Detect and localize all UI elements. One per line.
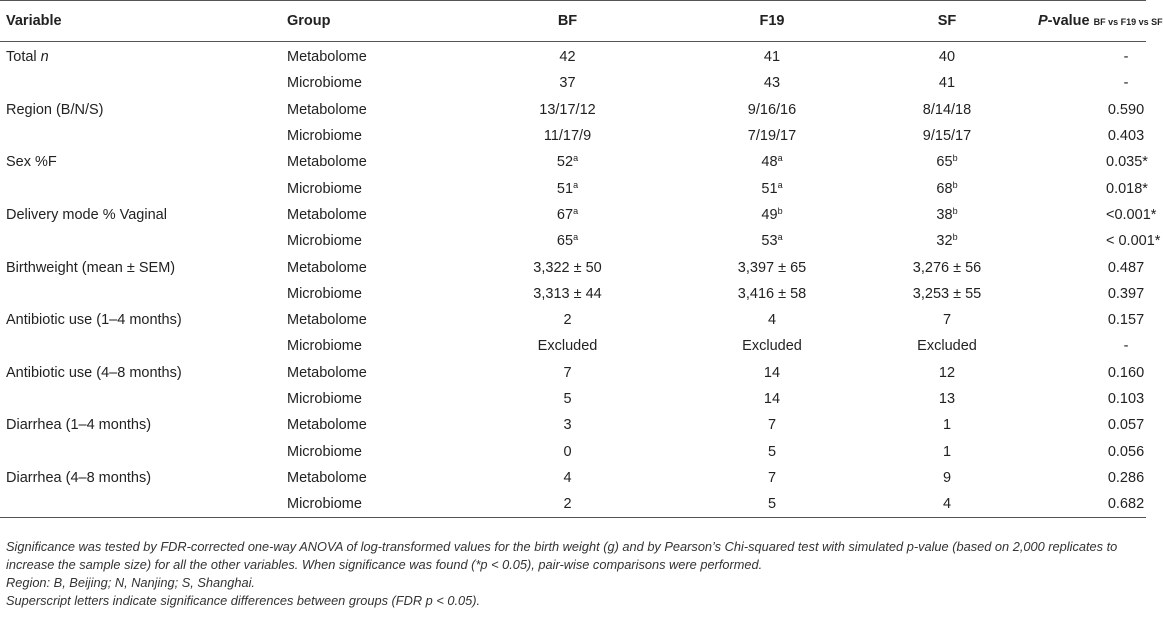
cell-sf-superscript: b: [952, 205, 958, 216]
cell-pvalue-text: 0.590: [1107, 101, 1145, 118]
cell-f19-text: 7: [767, 469, 777, 486]
header-bf: BF: [447, 1, 688, 42]
cell-variable-italic: n: [40, 49, 49, 66]
cell-bf: [447, 438, 688, 464]
cell-sf-text: 9/15/17: [922, 128, 972, 145]
cell-group: [281, 360, 447, 386]
cell-group: [281, 465, 447, 491]
cell-group: [281, 42, 447, 71]
cell-bf-text: 3,322 ± 50: [533, 259, 602, 276]
cell-variable: [0, 307, 281, 333]
cell-f19-text: 5: [767, 443, 777, 460]
cell-sf: [856, 202, 1038, 228]
table-row: [0, 386, 1146, 412]
cell-sf-text: 12: [938, 364, 956, 381]
cell-sf-text: 68: [936, 180, 953, 197]
cell-group-text: Microbiome: [287, 180, 362, 197]
cell-f19-text: 43: [763, 75, 781, 92]
cell-variable-text: Antibiotic use (1–4 months): [6, 312, 182, 329]
cell-variable: [0, 228, 281, 254]
table-row: [0, 491, 1146, 518]
table-footnotes: [6, 538, 1136, 610]
cell-sf: [856, 97, 1038, 123]
cell-f19-text: 7: [767, 417, 777, 434]
cell-pvalue-text: 0.056: [1107, 443, 1145, 460]
cell-sf-text: 7: [942, 312, 952, 329]
cell-sf-text: 65: [936, 154, 953, 171]
cell-bf-text: 11/17/9: [543, 128, 592, 145]
cell-group: [281, 97, 447, 123]
cell-variable-text: Delivery mode % Vaginal: [6, 206, 167, 223]
cell-sf: [856, 254, 1038, 280]
cell-bf-text: 51: [556, 180, 574, 197]
cell-bf: [447, 175, 688, 201]
cell-bf-superscript: a: [573, 179, 579, 190]
cell-f19: [688, 202, 856, 228]
cell-sf: [856, 42, 1038, 71]
cell-sf: [856, 228, 1038, 254]
cell-sf: [856, 123, 1038, 149]
cell-variable: [0, 333, 281, 359]
header-group: Group: [281, 1, 447, 42]
cell-sf: [856, 175, 1038, 201]
cell-sf: [856, 333, 1038, 359]
cell-bf-text: Excluded: [537, 338, 598, 355]
cell-bf-text: 67: [556, 206, 574, 223]
cell-group-text: Microbiome: [287, 338, 362, 355]
cell-sf: [856, 465, 1038, 491]
table-row: [0, 149, 1146, 175]
cell-pvalue: [1038, 412, 1146, 438]
table-body: [0, 42, 1161, 518]
cell-sf-text: 3,276 ± 56: [912, 259, 982, 276]
cell-pvalue-text: 0.397: [1107, 285, 1145, 302]
header-pvalue: [1038, 1, 1163, 42]
cell-group-text: Microbiome: [287, 75, 362, 92]
cell-pvalue: [1038, 491, 1146, 518]
table-row: [0, 175, 1146, 201]
cell-group: [281, 333, 447, 359]
cell-sf-text: Excluded: [917, 338, 977, 355]
cell-f19: [688, 465, 856, 491]
header-row: [0, 1, 1146, 42]
cell-bf-superscript: a: [573, 153, 579, 164]
cell-f19-superscript: a: [777, 232, 783, 243]
cell-bf-text: 7: [563, 364, 572, 381]
cell-bf: [447, 97, 688, 123]
header-pvalue-subscript: BF vs F19 vs SF: [1093, 17, 1163, 27]
cell-sf-text: 1: [942, 417, 952, 434]
cell-f19: [688, 228, 856, 254]
cell-bf-text: 5: [563, 391, 572, 407]
cell-bf: [447, 386, 688, 412]
cell-variable: [0, 70, 281, 96]
cell-variable-text: Region (B/N/S): [6, 101, 104, 118]
cell-pvalue: [1038, 386, 1146, 412]
cell-bf: [447, 254, 688, 280]
cell-f19-text: 14: [763, 364, 781, 381]
cell-pvalue-text: -: [1123, 49, 1129, 66]
header-f19: F19: [688, 1, 856, 42]
cell-sf: [856, 412, 1038, 438]
cell-variable: [0, 42, 281, 71]
cell-sf: [856, 70, 1038, 96]
cell-sf: [856, 386, 1038, 412]
cell-variable: [0, 438, 281, 464]
table-row: [0, 123, 1146, 149]
cell-pvalue-text: 0.057: [1107, 417, 1145, 434]
table-row: [0, 333, 1146, 359]
cell-variable: [0, 175, 281, 201]
cell-sf: [856, 307, 1038, 333]
cell-group-text: Metabolome: [287, 154, 367, 171]
cell-f19-text: Excluded: [742, 338, 802, 355]
table-row: [0, 307, 1146, 333]
footnote-region: Region: B, Beijing; N, Nanjing; S, Shanghai.: [6, 575, 255, 590]
header-pvalue-text: -value: [1047, 13, 1090, 29]
cell-f19: [688, 307, 856, 333]
cell-bf: [447, 333, 688, 359]
cell-sf-text: 1: [942, 443, 952, 460]
footnote-superscript: Superscript letters indicate significance differences between groups (FDR p < 0.05).: [6, 593, 481, 608]
cell-group-text: Microbiome: [287, 391, 362, 407]
cell-pvalue: [1038, 202, 1157, 228]
cell-variable: [0, 202, 281, 228]
cell-f19-text: 5: [767, 496, 777, 513]
cell-pvalue: [1038, 228, 1161, 254]
cell-sf-text: 38: [936, 206, 953, 223]
cell-f19-text: 51: [761, 180, 778, 197]
cell-bf: [447, 228, 688, 254]
cell-group-text: Microbiome: [287, 443, 362, 460]
cell-pvalue-text: 0.160: [1107, 364, 1145, 381]
cell-pvalue-text: 0.103: [1107, 391, 1145, 407]
cell-pvalue-text: 0.487: [1107, 259, 1145, 276]
cell-f19: [688, 149, 856, 175]
cell-pvalue: [1038, 360, 1146, 386]
cell-sf-text: 9: [942, 469, 952, 486]
cell-group-text: Metabolome: [287, 206, 367, 223]
cell-variable-text: Birthweight (mean ± SEM): [6, 259, 176, 276]
cell-f19: [688, 123, 856, 149]
cell-variable: [0, 465, 281, 491]
cell-sf-text: 4: [942, 496, 952, 513]
cell-f19-superscript: b: [777, 205, 783, 216]
cell-bf: [447, 281, 688, 307]
cell-pvalue: [1038, 333, 1146, 359]
cell-sf-text: 41: [938, 75, 956, 92]
cell-group-text: Metabolome: [287, 101, 367, 118]
cell-sf-text: 13: [938, 391, 956, 407]
cell-group-text: Metabolome: [287, 312, 367, 329]
cell-bf-text: 3: [563, 417, 572, 434]
cell-pvalue-text: 0.035*: [1106, 154, 1148, 171]
cell-bf: [447, 412, 688, 438]
cell-f19: [688, 412, 856, 438]
cell-bf: [447, 465, 688, 491]
cell-sf: [856, 149, 1038, 175]
cell-variable: [0, 97, 281, 123]
cell-f19-text: 7/19/17: [747, 128, 797, 145]
cell-pvalue: [1038, 42, 1146, 71]
cell-f19-text: 3,397 ± 65: [737, 259, 807, 276]
footnote-significance: Significance was tested by FDR-corrected one-way ANOVA of log-transformed values for the birth weight (g) and by Pearson’s Chi-squared test with simulated p-value (based on 2,000 replicates to increase the sample size) for all the other variables. When significance was found (*p < 0.05), pair-wise comparisons were performed.: [6, 539, 1118, 572]
cell-sf: [856, 360, 1038, 386]
cell-group-text: Metabolome: [287, 417, 367, 434]
cell-group-text: Microbiome: [287, 128, 362, 145]
cell-pvalue-text: -: [1123, 338, 1129, 355]
cell-pvalue-text: <0.001*: [1106, 206, 1157, 223]
cell-bf-text: 2: [563, 496, 572, 513]
header-variable: Variable: [0, 1, 281, 42]
cell-variable-text: Diarrhea (1–4 months): [6, 417, 152, 434]
cell-f19: [688, 254, 856, 280]
cell-sf-text: 3,253 ± 55: [912, 285, 982, 302]
cell-bf-text: 2: [563, 312, 572, 329]
cell-f19: [688, 70, 856, 96]
cell-sf-text: 8/14/18: [922, 101, 972, 118]
cell-variable: [0, 412, 281, 438]
cell-f19-text: 9/16/16: [747, 101, 797, 118]
cell-f19-superscript: a: [777, 153, 783, 164]
cell-bf: [447, 307, 688, 333]
cell-sf-superscript: b: [952, 179, 958, 190]
cell-variable-text: Antibiotic use (4–8 months): [6, 364, 182, 381]
table-row: [0, 228, 1146, 254]
cell-bf: [447, 491, 688, 518]
cell-group-text: Metabolome: [287, 364, 367, 381]
header-pvalue-p: P: [1038, 13, 1048, 29]
cell-pvalue-text: 0.403: [1107, 128, 1145, 145]
cell-pvalue: [1038, 123, 1146, 149]
cell-variable-text: Total: [6, 49, 41, 66]
cell-pvalue: [1038, 149, 1146, 175]
cell-bf-text: 4: [563, 469, 572, 486]
cell-group: [281, 412, 447, 438]
cell-variable: [0, 149, 281, 175]
cell-group: [281, 281, 447, 307]
cell-group: [281, 175, 447, 201]
cell-f19-text: 53: [761, 233, 778, 250]
cell-pvalue-text: 0.018*: [1106, 180, 1148, 197]
cell-variable: [0, 491, 281, 518]
cell-group: [281, 438, 447, 464]
cell-sf-text: 32: [936, 233, 953, 250]
cell-group: [281, 70, 447, 96]
cell-bf: [447, 42, 688, 71]
cell-variable: [0, 254, 281, 280]
cell-variable: [0, 360, 281, 386]
cell-group: [281, 254, 447, 280]
cell-sf-superscript: b: [952, 232, 958, 243]
cell-group-text: Microbiome: [287, 233, 362, 250]
table-row: [0, 70, 1146, 96]
cell-group: [281, 386, 447, 412]
table-row: [0, 97, 1146, 123]
cell-bf-text: 0: [563, 443, 572, 460]
cell-bf: [447, 360, 688, 386]
cell-pvalue: [1038, 175, 1146, 201]
cell-pvalue: [1038, 438, 1146, 464]
cell-bf-text: 65: [556, 233, 574, 250]
cell-pvalue: [1038, 70, 1146, 96]
cell-f19: [688, 386, 856, 412]
cell-sf-text: 40: [938, 49, 956, 66]
cell-f19: [688, 42, 856, 71]
cell-f19-text: 14: [763, 391, 781, 407]
cell-bf: [447, 70, 688, 96]
cell-sf-superscript: b: [952, 153, 958, 164]
cell-pvalue: [1038, 465, 1146, 491]
cell-bf-text: 3,313 ± 44: [533, 285, 602, 302]
cell-group: [281, 228, 447, 254]
table-row: [0, 360, 1146, 386]
cell-group: [281, 202, 447, 228]
cell-bf-text: 13/17/12: [539, 101, 596, 118]
cell-bf: [447, 149, 688, 175]
cell-pvalue-text: 0.157: [1107, 312, 1145, 329]
cell-bf-text: 52: [556, 154, 574, 171]
cell-f19-text: 48: [761, 154, 778, 171]
cell-pvalue: [1038, 307, 1146, 333]
cell-variable: [0, 386, 281, 412]
table-row: [0, 202, 1146, 228]
table-row: [0, 42, 1146, 71]
table-row: [0, 254, 1146, 280]
cell-variable-text: Sex %F: [6, 154, 57, 171]
cell-f19-text: 3,416 ± 58: [737, 285, 807, 302]
cell-sf: [856, 438, 1038, 464]
cell-bf-superscript: a: [573, 205, 579, 216]
cell-pvalue-text: < 0.001*: [1106, 233, 1161, 250]
table-row: [0, 412, 1146, 438]
cell-variable: [0, 281, 281, 307]
cell-f19-text: 49: [761, 206, 778, 223]
cell-group-text: Microbiome: [287, 285, 362, 302]
cell-pvalue-text: 0.286: [1107, 469, 1145, 486]
cell-bf-text: 42: [559, 49, 576, 66]
cell-f19: [688, 360, 856, 386]
table-row: [0, 465, 1146, 491]
cell-group: [281, 491, 447, 518]
cell-group-text: Metabolome: [287, 259, 367, 276]
cell-sf: [856, 491, 1038, 518]
cell-f19-text: 41: [763, 49, 781, 66]
table-row: [0, 438, 1146, 464]
cell-f19-superscript: a: [777, 179, 783, 190]
cell-f19: [688, 438, 856, 464]
cell-bf-superscript: a: [573, 232, 579, 243]
cell-bf: [447, 123, 688, 149]
cell-bf-text: 37: [559, 75, 576, 92]
cell-f19: [688, 491, 856, 518]
cell-sf: [856, 281, 1038, 307]
header-sf: SF: [856, 1, 1038, 42]
cell-pvalue-text: 0.682: [1107, 496, 1145, 513]
cell-pvalue: [1038, 281, 1146, 307]
cell-pvalue-text: -: [1123, 75, 1129, 92]
cell-f19-text: 4: [767, 312, 777, 329]
table-row: [0, 281, 1146, 307]
cell-pvalue: [1038, 254, 1146, 280]
cell-group-text: Metabolome: [287, 469, 367, 486]
cell-group-text: Metabolome: [287, 49, 367, 66]
cell-group: [281, 149, 447, 175]
cell-group: [281, 123, 447, 149]
cell-f19: [688, 333, 856, 359]
cell-f19: [688, 175, 856, 201]
cell-group-text: Microbiome: [287, 496, 362, 513]
cell-f19: [688, 281, 856, 307]
cell-pvalue: [1038, 97, 1146, 123]
cell-bf: [447, 202, 688, 228]
cell-f19: [688, 97, 856, 123]
cell-group: [281, 307, 447, 333]
cell-variable: [0, 123, 281, 149]
cell-variable-text: Diarrhea (4–8 months): [6, 469, 152, 486]
